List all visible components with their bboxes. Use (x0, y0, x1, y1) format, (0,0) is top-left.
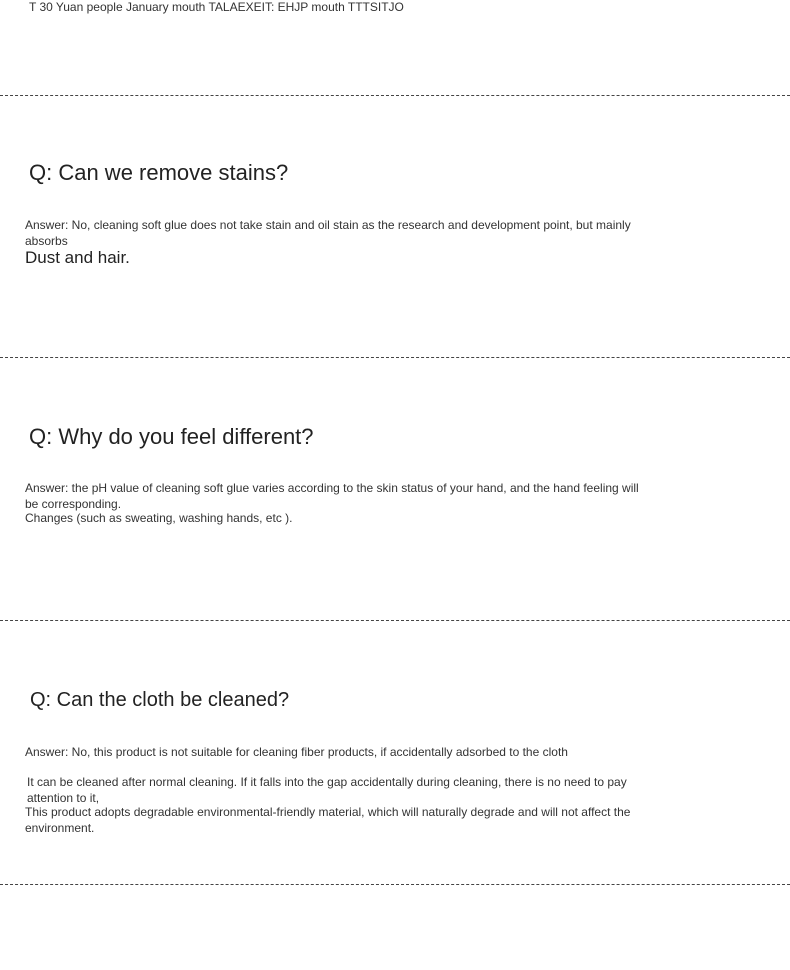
faq-question-1: Q: Can we remove stains? (29, 160, 289, 185)
section-divider (0, 884, 790, 885)
section-divider (0, 357, 790, 358)
header-text: T 30 Yuan people January mouth TALAEXEIT: EHJP mouth TTTSITJO (29, 0, 404, 14)
faq-question-2: Q: Why do you feel different? (29, 424, 314, 449)
faq-answer-1-line-2: Dust and hair. (25, 248, 130, 267)
faq-answer-3-line-1: Answer: No, this product is not suitable for cleaning fiber products, if accidentally adsorbed to the cloth (25, 745, 568, 759)
faq-answer-1-line-1: Answer: No, cleaning soft glue does not take stain and oil stain as the research and development point, but mainly absorbs (25, 218, 631, 248)
faq-answer-3-line-2: It can be cleaned after normal cleaning. If it falls into the gap accidentally during cleaning, there is no need to pay attention to it, (27, 775, 627, 805)
section-divider (0, 620, 790, 621)
faq-answer-2-line-1: Answer: the pH value of cleaning soft glue varies according to the skin status of your hand, and the hand feeling will be corresponding. (25, 481, 639, 511)
faq-answer-3-line-3: This product adopts degradable environmental-friendly material, which will naturally degrade and will not affect the environment. (25, 805, 631, 835)
section-divider (0, 95, 790, 96)
faq-question-3: Q: Can the cloth be cleaned? (30, 689, 290, 711)
faq-answer-2-line-2: Changes (such as sweating, washing hands, etc ). (25, 511, 293, 525)
